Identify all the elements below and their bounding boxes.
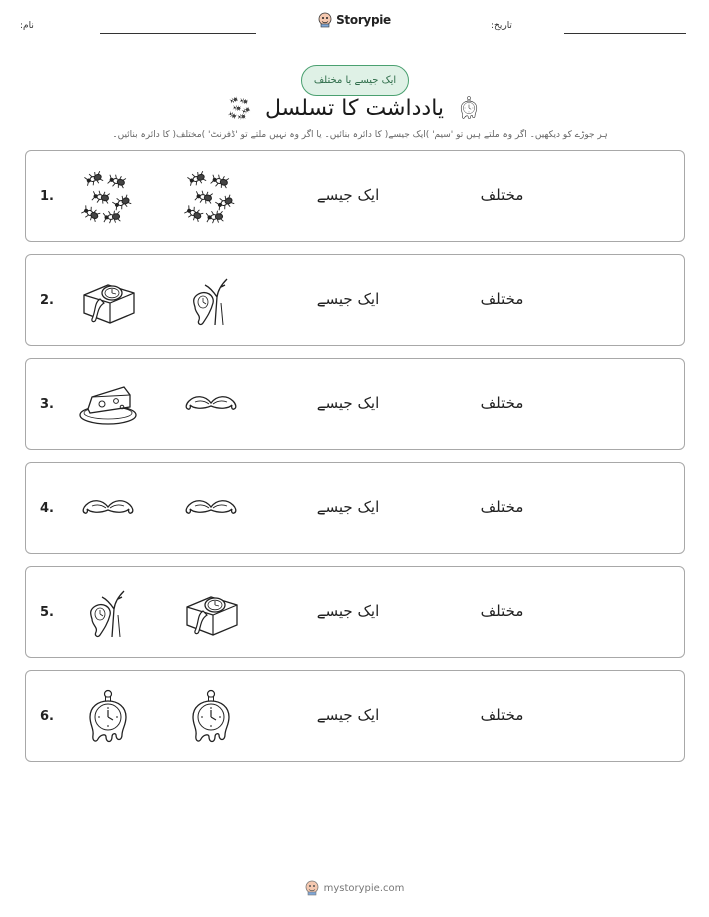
same-option[interactable]: ایک جیسے: [316, 290, 380, 308]
date-field[interactable]: [564, 33, 686, 34]
page-title: یادداشت کا تسلسل: [264, 95, 445, 121]
storypie-logo-icon: [305, 880, 319, 896]
different-option[interactable]: مختلف: [480, 186, 524, 204]
melting-clock-on-tree-icon: [181, 273, 241, 329]
cheese-plate-icon: [78, 377, 138, 433]
melting-clock-on-block-icon: [181, 585, 241, 641]
exercise-row-1: [25, 150, 685, 242]
ants-icon: [227, 93, 253, 123]
same-option[interactable]: ایک جیسے: [316, 186, 380, 204]
name-label: نام:: [20, 21, 34, 31]
ants-icon: [181, 169, 241, 225]
same-option[interactable]: ایک جیسے: [316, 394, 380, 412]
melting-pocket-watch-icon: [78, 689, 138, 745]
exercise-row-3: [25, 358, 685, 450]
brand-name: Storypie: [336, 13, 391, 27]
same-option[interactable]: ایک جیسے: [316, 706, 380, 724]
exercise-row-4: [25, 462, 685, 554]
row-number: 6.: [40, 709, 54, 724]
melting-clock-on-tree-icon: [78, 585, 138, 641]
same-option[interactable]: ایک جیسے: [316, 498, 380, 516]
row-number: 1.: [40, 189, 54, 204]
different-option[interactable]: مختلف: [480, 394, 524, 412]
melting-pocket-watch-icon: [456, 93, 482, 123]
instructions: ہر جوڑے کو دیکھیں۔ اگر وہ ملتے ہیں تو 'سیم' )ایک جیسے( کا دائرہ بنائیں۔ یا اگر وہ نہیں ملتے تو 'ڈفرنٹ' )مختلف( کا دائرہ بنائیں۔: [112, 130, 608, 140]
different-option[interactable]: مختلف: [480, 498, 524, 516]
exercise-row-2: [25, 254, 685, 346]
melting-clock-on-block-icon: [78, 273, 138, 329]
row-number: 5.: [40, 605, 54, 620]
exercise-row-6: [25, 670, 685, 762]
different-option[interactable]: مختلف: [480, 706, 524, 724]
name-field[interactable]: [100, 33, 256, 34]
category-badge: ایک جیسے یا مختلف: [301, 65, 409, 96]
mustache-icon: [181, 481, 241, 537]
title-row: [0, 90, 709, 126]
date-label: تاریخ:: [491, 21, 512, 31]
same-option[interactable]: ایک جیسے: [316, 602, 380, 620]
row-number: 2.: [40, 293, 54, 308]
different-option[interactable]: مختلف: [480, 602, 524, 620]
mustache-icon: [181, 377, 241, 433]
brand-logo: [0, 12, 709, 28]
row-number: 4.: [40, 501, 54, 516]
footer: [0, 880, 709, 896]
different-option[interactable]: مختلف: [480, 290, 524, 308]
mustache-icon: [78, 481, 138, 537]
storypie-logo-icon: [318, 12, 332, 28]
exercise-list: [25, 150, 685, 774]
melting-pocket-watch-icon: [181, 689, 241, 745]
ants-icon: [78, 169, 138, 225]
footer-url[interactable]: mystorypie.com: [323, 882, 405, 894]
row-number: 3.: [40, 397, 54, 412]
exercise-row-5: [25, 566, 685, 658]
